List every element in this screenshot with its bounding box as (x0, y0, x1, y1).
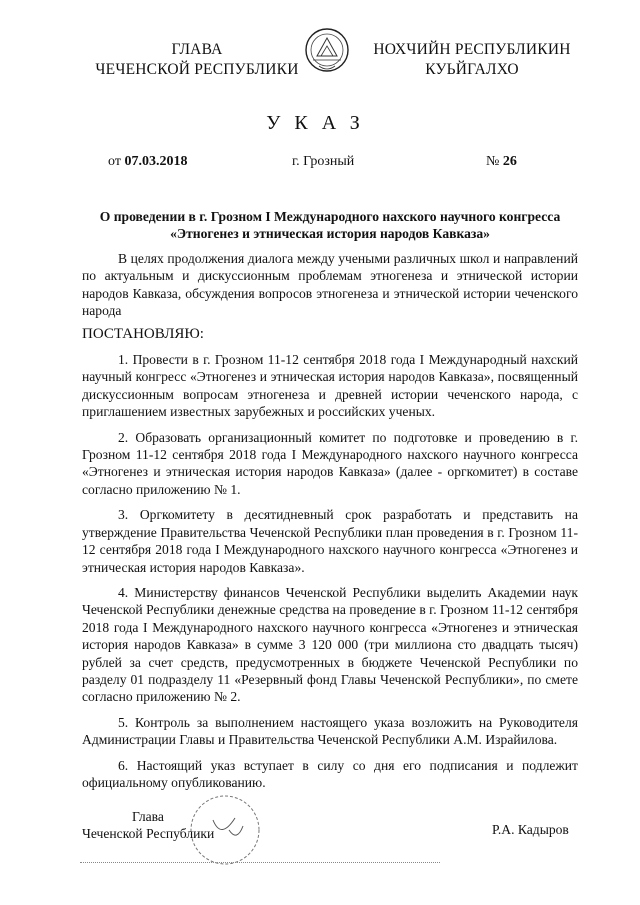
header-left-line1: ГЛАВА (171, 41, 223, 58)
document-subject (80, 208, 580, 242)
date-prefix: от (108, 154, 121, 169)
subject-line1: О проведении в г. Грозном I Международного нахского научного конгресса (99, 209, 561, 224)
header-right-line1: НОХЧИЙН РЕСПУБЛИКИН (373, 41, 571, 58)
item-paragraph: 1. Провести в г. Грозном 11-12 сентября 2018 года I Международный нахский научный конгресс «Этногенез и этническая история народов Кавказа», посвященный дискуссионным вопросам этногенеза и древней истории чеченского народа, с приглашением известных зарубежных и российских ученых. (82, 352, 578, 420)
signature-title (82, 808, 214, 842)
decree-heading: ПОСТАНОВЛЯЮ: (82, 325, 204, 342)
signature-name: Р.А. Кадыров (492, 822, 569, 837)
number-value: 26 (502, 154, 517, 169)
signature-title-line2: Чеченской Республики (82, 826, 215, 841)
scan-footer-artifact (80, 862, 440, 869)
document-title: УКАЗ (266, 112, 374, 134)
item-paragraph: 3. Оргкомитету в десятидневный срок разработать и представить на утверждение Правительства Чеченской Республики план проведения в г. Грозном 11-12 сентября 2018 года I Международного нахского научного конгресса «Этногенез и этническая история народов Кавказа». (82, 507, 578, 575)
document-city: г. Грозный (292, 154, 355, 169)
item-paragraph: 5. Контроль за выполнением настоящего указа возложить на Руководителя Администрации Главы и Правительства Чеченской Республики А.М. Израйилова. (82, 714, 578, 748)
document-date (108, 154, 187, 170)
document-number (486, 154, 517, 170)
header-left-line2: ЧЕЧЕНСКОЙ РЕСПУБЛИКИ (95, 61, 299, 78)
number-prefix: № (486, 154, 500, 169)
coat-of-arms-emblem (303, 26, 351, 78)
header-left (92, 40, 302, 80)
item-paragraph: 6. Настоящий указ вступает в силу со дня его подписания и подлежит официальному опубликованию. (82, 757, 578, 790)
header-right-line2: КУЬЙГАЛХО (425, 61, 519, 78)
signature-title-line1: Глава (132, 809, 164, 824)
subject-line2: «Этногенез и этническая история народов Кавказа» (170, 226, 490, 241)
intro-paragraph: В целях продолжения диалога между учеными различных школ и направлений по актуальным и дискуссионным проблемам этногенеза и этнической истории народов Кавказа, обсуждения вопросов этногенеза и этнической истории чеченского народа (82, 251, 578, 319)
header-right (352, 40, 592, 80)
item-paragraph: 2. Образовать организационный комитет по подготовке и проведению в г. Грозном 11-12 сентября 2018 года I Международного нахского научного конгресса «Этногенез и этническая история народов Кавказа» (далее - оргкомитет) в составе согласно приложению № 1. (82, 429, 578, 497)
date-value: 07.03.2018 (124, 154, 188, 169)
document-body (82, 250, 578, 791)
item-paragraph: 4. Министерству финансов Чеченской Республики выделить Академии наук Чеченской Республики денежные средства на проведение в г. Грозном 11-12 сентября 2018 года I Международного нахского научного конгресса «Этногенез и этническая история народов Кавказа» в сумме 3 120 000 (три миллиона сто двадцать тысяч) рублей за счет средств, предусмотренных в бюджете Чеченской Республики по разделу 01 подразделу 11 «Резервный фонд Главы Чеченской Республики», по смете согласно приложению № 2. (82, 584, 578, 705)
